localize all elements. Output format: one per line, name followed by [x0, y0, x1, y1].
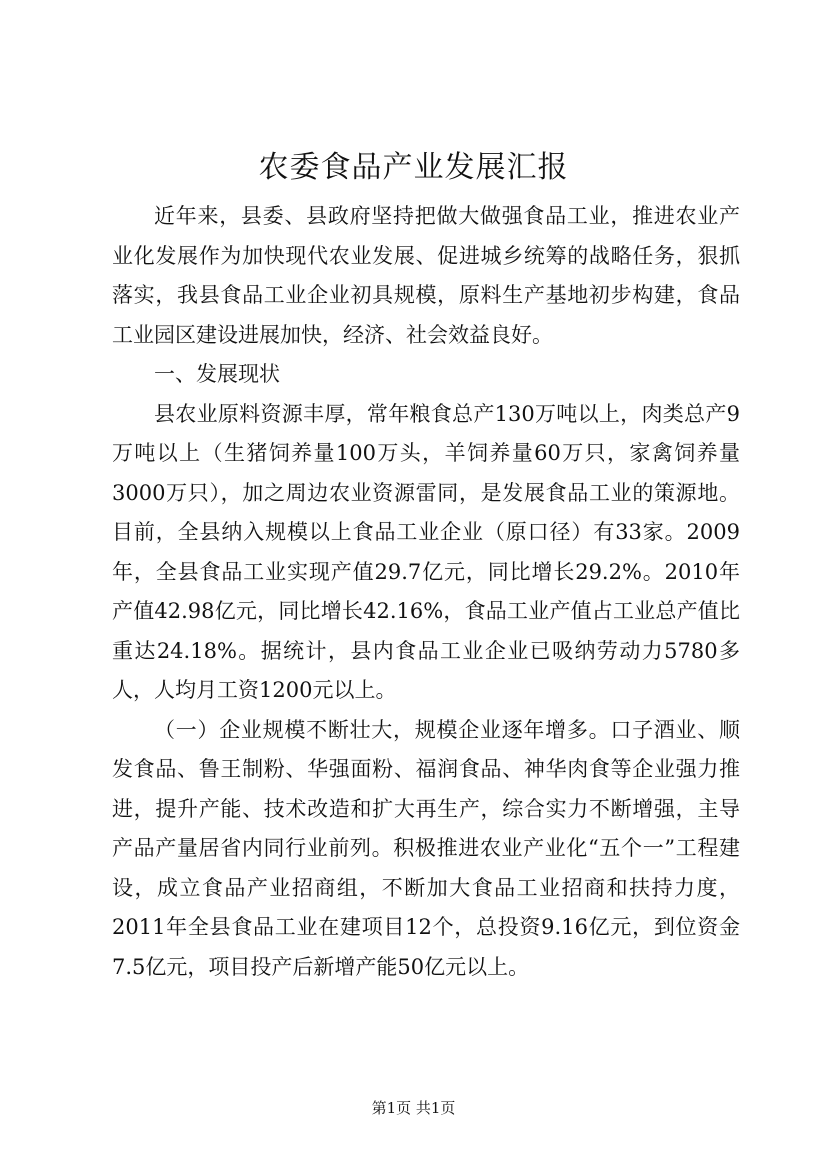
page-footer: 第1页 共1页	[371, 1099, 456, 1117]
paragraph-intro: 近年来，县委、县政府坚持把做大做强食品工业，推进农业产业化发展作为加快现代农业发展、促进城乡统筹的战略任务，狠抓落实，我县食品工业企业初具规模，原料生产基地初步构建，食品工业园区建设进展加快，经济、社会效益良好。	[112, 204, 740, 347]
section-heading: 一、发展现状	[154, 362, 280, 386]
document-title: 农委食品产业发展汇报	[258, 150, 569, 185]
document-body	[112, 197, 740, 987]
paragraph-enterprise-scale: （一）企业规模不断壮大，规模企业逐年增多。口子酒业、顺发食品、鲁王制粉、华强面粉、福润食品、神华肉食等企业强力推进，提升产能、技术改造和扩大再生产，综合实力不断增强，主导产品产量居省内同行业前列。积极推进农业产业化“五个一”工程建设，成立食品产业招商组，不断加大食品工业招商和扶持力度，2011年全县食品工业在建项目12个，总投资9.16亿元，到位资金7.5亿元，项目投产后新增产能50亿元以上。	[112, 717, 740, 979]
paragraph-status: 县农业原料资源丰厚，常年粮食总产130万吨以上，肉类总产9万吨以上（生猪饲养量100万头，羊饲养量60万只，家禽饲养量3000万只），加之周边农业资源雷同，是发展食品工业的策源地。目前，全县纳入规模以上食品工业企业（原口径）有33家。2009年，全县食品工业实现产值29.7亿元，同比增长29.2%。2010年产值42.98亿元，同比增长42.16%，食品工业产值占工业总产值比重达24.18%。据统计，县内食品工业企业已吸纳劳动力5780多人，人均月工资1200元以上。	[112, 401, 740, 702]
